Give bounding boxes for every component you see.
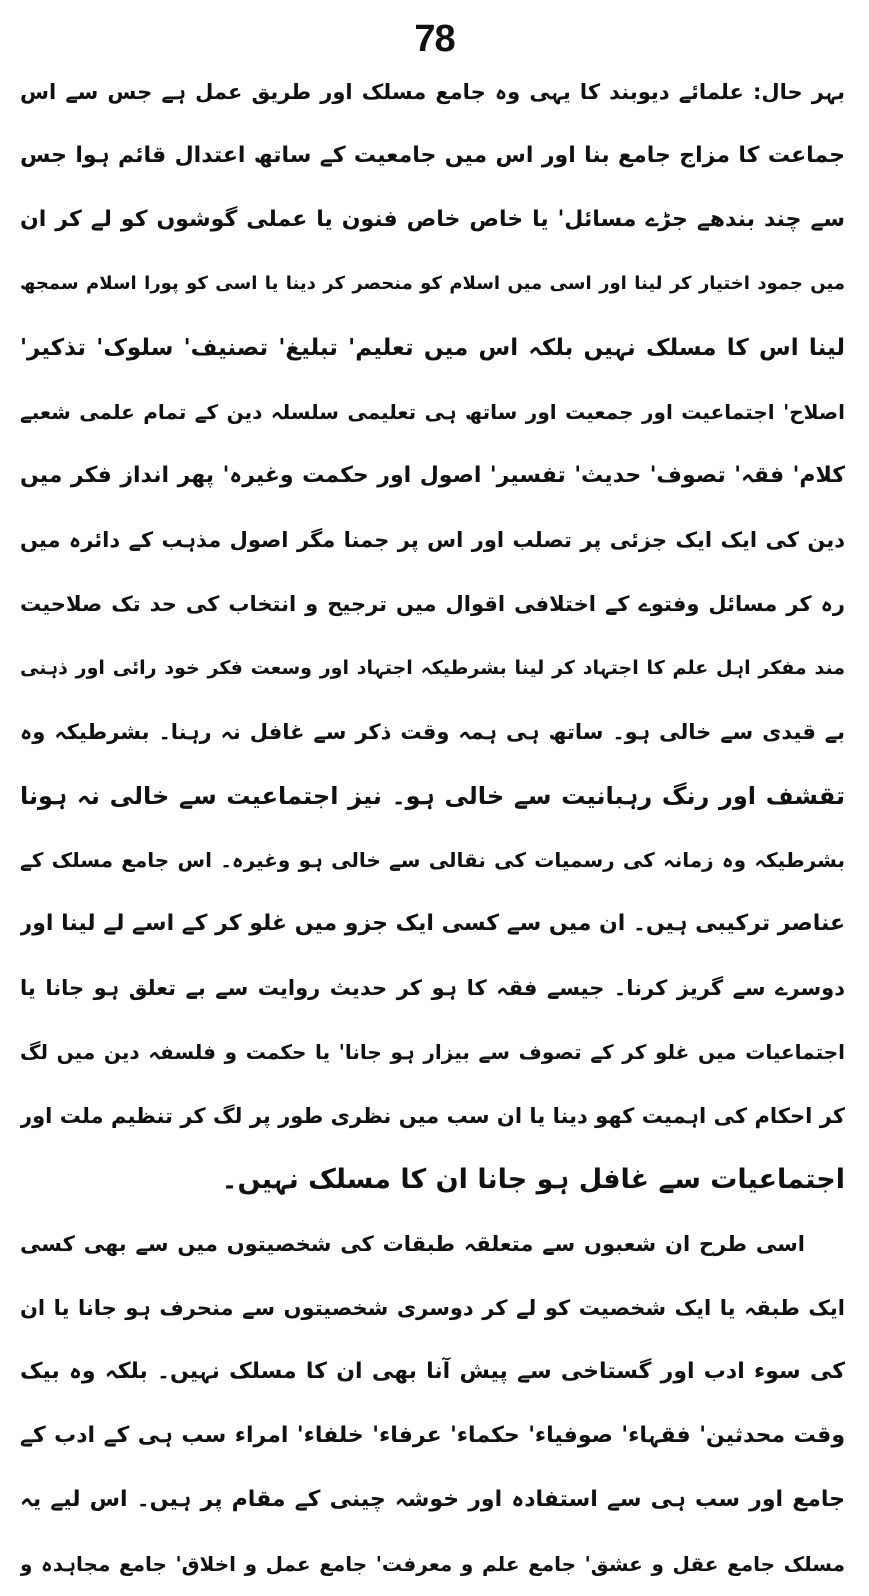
- text-line: جامع اور سب ہی سے استفادہ اور خوشہ چینی کے مقام پر ہیں۔ اس لیے یہ: [20, 1487, 845, 1512]
- text-line: دین کی ایک ایک جزئی پر تصلب اور اس پر جمنا مگر اصول مذہب کے دائرہ میں: [20, 528, 845, 552]
- text-line: ایک طبقہ یا ایک شخصیت کو لے کر دوسری شخصیتوں سے منحرف ہو جانا یا ان: [20, 1296, 845, 1320]
- text-line: تقشف اور رنگ رہبانیت سے خالی ہو۔ نیز اجتماعیت سے خالی نہ ہونا: [20, 782, 845, 810]
- text-line: اجتماعیات سے غافل ہو جانا ان کا مسلک نہیں۔: [221, 1164, 845, 1195]
- text-line: اسی طرح ان شعبوں سے متعلقہ طبقات کی شخصیتوں میں سے بھی کسی: [20, 1232, 805, 1256]
- paragraph-2: [20, 1212, 845, 1596]
- text-line: رہ کر مسائل وفتوے کے اختلافی اقوال میں ترجیح و انتخاب کی حد تک صلاحیت: [20, 592, 845, 616]
- text-line: مند مفکر اہل علم کا اجتہاد کر لینا بشرطیکہ اجتہاد اور وسعت فکر خود رائی اور ذہنی: [20, 657, 845, 679]
- body-text: [20, 60, 845, 1596]
- text-line: جماعت کا مزاج جامع بنا اور اس میں جامعیت کے ساتھ اعتدال قائم ہوا جس: [20, 143, 845, 168]
- text-line: وقت محدثین' فقہاء' صوفیاء' حکماء' عرفاء' خلفاء' امراء سب ہی کے ادب کے: [20, 1423, 845, 1448]
- text-line: بشرطیکہ وہ زمانہ کی رسمیات کی نقالی سے خالی ہو وغیرہ۔ اس جامع مسلک کے: [20, 848, 845, 872]
- page-number: 78: [414, 18, 455, 60]
- text-line: لینا اس کا مسلک نہیں بلکہ اس میں تعلیم' تبلیغ' تصنیف' سلوک' تذکیر': [20, 335, 845, 361]
- text-line: عناصر ترکیبی ہیں۔ ان میں سے کسی ایک جزو میں غلو کر کے اسے لے لینا اور: [20, 911, 845, 936]
- text-line: سے چند بندھے جڑے مسائل' یا خاص خاص فنون یا عملی گوشوں کو لے کر ان: [20, 207, 845, 232]
- text-line: کلام' فقہ' تصوف' حدیث' تفسیر' اصول اور حکمت وغیرہ' پھر انداز فکر میں: [20, 463, 845, 488]
- text-line: کی سوء ادب اور گستاخی سے پیش آنا بھی ان کا مسلک نہیں۔ بلکہ وہ بیک: [20, 1359, 845, 1384]
- paragraph-1: [20, 60, 845, 1212]
- text-line: دوسرے سے گریز کرنا۔ جیسے فقہ کا ہو کر حدیث روایت سے بے تعلق ہو جانا یا: [20, 976, 845, 1000]
- text-line: اجتماعیات میں غلو کر کے تصوف سے بیزار ہو جانا' یا حکمت و فلسفہ دین میں لگ: [20, 1040, 845, 1064]
- text-line: اصلاح' اجتماعیت اور جمعیت اور ساتھ ہی تعلیمی سلسلہ دین کے تمام علمی شعبے: [20, 400, 845, 424]
- text-line: بہر حال: علمائے دیوبند کا یہی وہ جامع مسلک اور طریق عمل ہے جس سے اس: [20, 80, 845, 104]
- text-line: کر احکام کی اہمیت کھو دینا یا ان سب میں نظری طور پر لگ کر تنظیم ملت اور: [20, 1104, 845, 1128]
- text-line: میں جمود اختیار کر لینا اور اسی میں اسلام کو منحصر کر دینا یا اسی کو پورا اسلام سمجھ: [20, 273, 845, 294]
- text-line: بے قیدی سے خالی ہو۔ ساتھ ہی ہمہ وقت ذکر سے غافل نہ رہنا۔ بشرطیکہ وہ: [20, 720, 845, 744]
- text-line: مسلک جامع عقل و عشق' جامع علم و معرفت' جامع عمل و اخلاق' جامع مجاہدہ و: [20, 1552, 845, 1576]
